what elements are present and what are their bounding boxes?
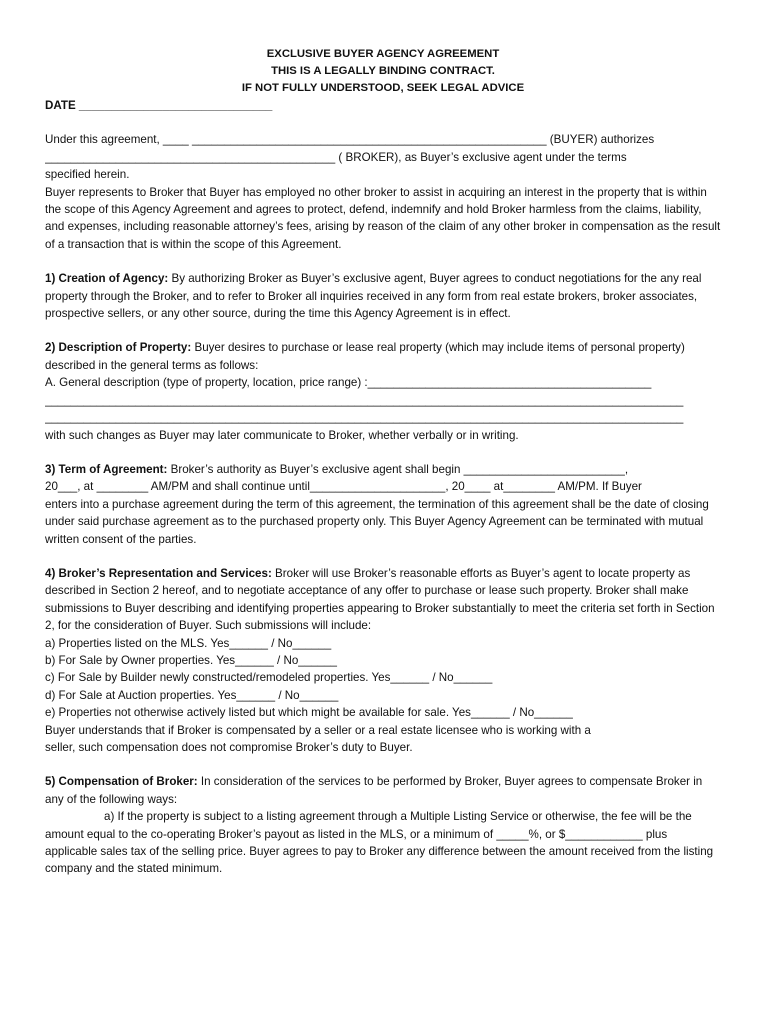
intro-buyer-line: Under this agreement, ____ _______________________________________________________ (BUYER) authorizes (45, 133, 655, 147)
title-line-3: IF NOT FULLY UNDERSTOOD, SEEK LEGAL ADVICE (241, 82, 525, 94)
document-page (45, 46, 721, 878)
section3-heading: 3) Term of Agreement: (45, 462, 168, 476)
section4-item-other: e) Properties not otherwise actively listed but which might be available for sale. Yes______ / No______ (45, 706, 573, 720)
section4-item-owner: b) For Sale by Owner properties. Yes______ / No______ (45, 653, 337, 667)
section4-heading: 4) Broker’s Representation and Services: (45, 566, 272, 580)
title-line-1: EXCLUSIVE BUYER AGENCY AGREEMENT (266, 48, 500, 60)
intro-section (45, 131, 721, 253)
section4-closing-line-2: seller, such compensation does not compromise Broker’s duty to Buyer. (45, 741, 413, 754)
section2-changes: with such changes as Buyer may later communicate to Broker, whether verbally or in writing. (45, 428, 519, 442)
section-description-of-property (45, 339, 721, 443)
section3-line1-text: Broker’s authority as Buyer’s exclusive agent shall begin _________________________, (167, 462, 629, 476)
section5-paragraph-a: a) If the property is subject to a listing agreement through a Multiple Listing Service or otherwise, the fee will be the amount equal to the co-operating Broker’s payout as listed in the MLS, or a minimum of _____%, or $____________ plus applicable sales tax of the selling price. Buyer agrees to pay to Broker any difference between the amount received from the listing company and the stated minimum. (45, 810, 714, 876)
section5-paragraph (45, 773, 721, 808)
section-compensation-of-broker (45, 773, 721, 877)
section2-general-description: A. General description (type of property, location, price range) :____________________________________________ (45, 376, 652, 390)
section2-blank-line-1: ___________________________________________________________________________________________________ (45, 393, 684, 407)
section-broker-representation (45, 565, 721, 756)
section-term-of-agreement (45, 461, 721, 548)
section2-text: Buyer desires to purchase or lease real property (which may include items of personal property) described in the general terms as follows: (45, 341, 685, 372)
intro-representation: Buyer represents to Broker that Buyer has employed no other broker to assist in acquiring an interest in the property that is within the scope of this Agency Agreement and agrees to protect, defend, indemnify and hold Broker harmless from the claims, liability, and expenses, including reasonable attorney’s fees, arising by reason of the claim of any other broker in compensation as the result of a transaction that is within the scope of this Agreement. (45, 185, 721, 251)
section3-rest: enters into a purchase agreement during the term of this agreement, the termination of this agreement shall be the date of closing under said purchase agreement as to the purchased property only. This Buyer Agency Agreement can be terminated with mutual written consent of the parties. (45, 497, 709, 546)
section1-paragraph (45, 270, 721, 322)
section4-text: Broker will use Broker’s reasonable efforts as Buyer’s agent to locate property as described in Section 2 hereof, and to negotiate acceptance of any offer to purchase or lease such property. Broker shall make submissions to Buyer describing and identifying properties appearing to Broker substantially to meet the criteria set forth in Section 2, for the consideration of Buyer. Such submissions will include: (45, 566, 715, 633)
intro-broker-line: _____________________________________________ ( BROKER), as Buyer’s exclusive agent under the terms (45, 150, 627, 164)
section1-heading: 1) Creation of Agency: (45, 272, 169, 286)
section4-item-builder: c) For Sale by Builder newly constructed/remodeled properties. Yes______ / No______ (45, 671, 493, 685)
section2-blank-line-2: ___________________________________________________________________________________________________ (45, 411, 684, 425)
section4-closing-line-1: Buyer understands that if Broker is compensated by a seller or a real estate licensee who is working with a (45, 723, 591, 737)
section4-paragraph (45, 565, 721, 635)
section5-heading: 5) Compensation of Broker: (45, 775, 198, 789)
section4-item-mls: a) Properties listed on the MLS. Yes______ / No______ (45, 636, 332, 650)
section3-line-1 (45, 461, 721, 478)
section-creation-of-agency (45, 270, 721, 322)
section3-line-2: 20___, at ________ AM/PM and shall continue until_____________________, 20____ at________ AM/PM. If Buyer (45, 480, 642, 494)
date-field: DATE ______________________________ (45, 99, 273, 112)
section4-item-auction: d) For Sale at Auction properties. Yes______ / No______ (45, 688, 339, 702)
section2-paragraph (45, 339, 721, 374)
section1-text: By authorizing Broker as Buyer’s exclusive agent, Buyer agrees to conduct negotiations for the any real property through the Broker, and to refer to Broker all inquiries received in any form from real estate brokers, broker associates, prospective sellers, or any other source, during the time this Agency Agreement is in effect. (45, 272, 702, 321)
section5-text: In consideration of the services to be performed by Broker, Buyer agrees to compensate Broker in any of the following ways: (45, 775, 703, 806)
title-line-2: THIS IS A LEGALLY BINDING CONTRACT. (271, 65, 495, 77)
intro-specified-line: specified herein. (45, 168, 130, 182)
section2-heading: 2) Description of Property: (45, 341, 192, 355)
